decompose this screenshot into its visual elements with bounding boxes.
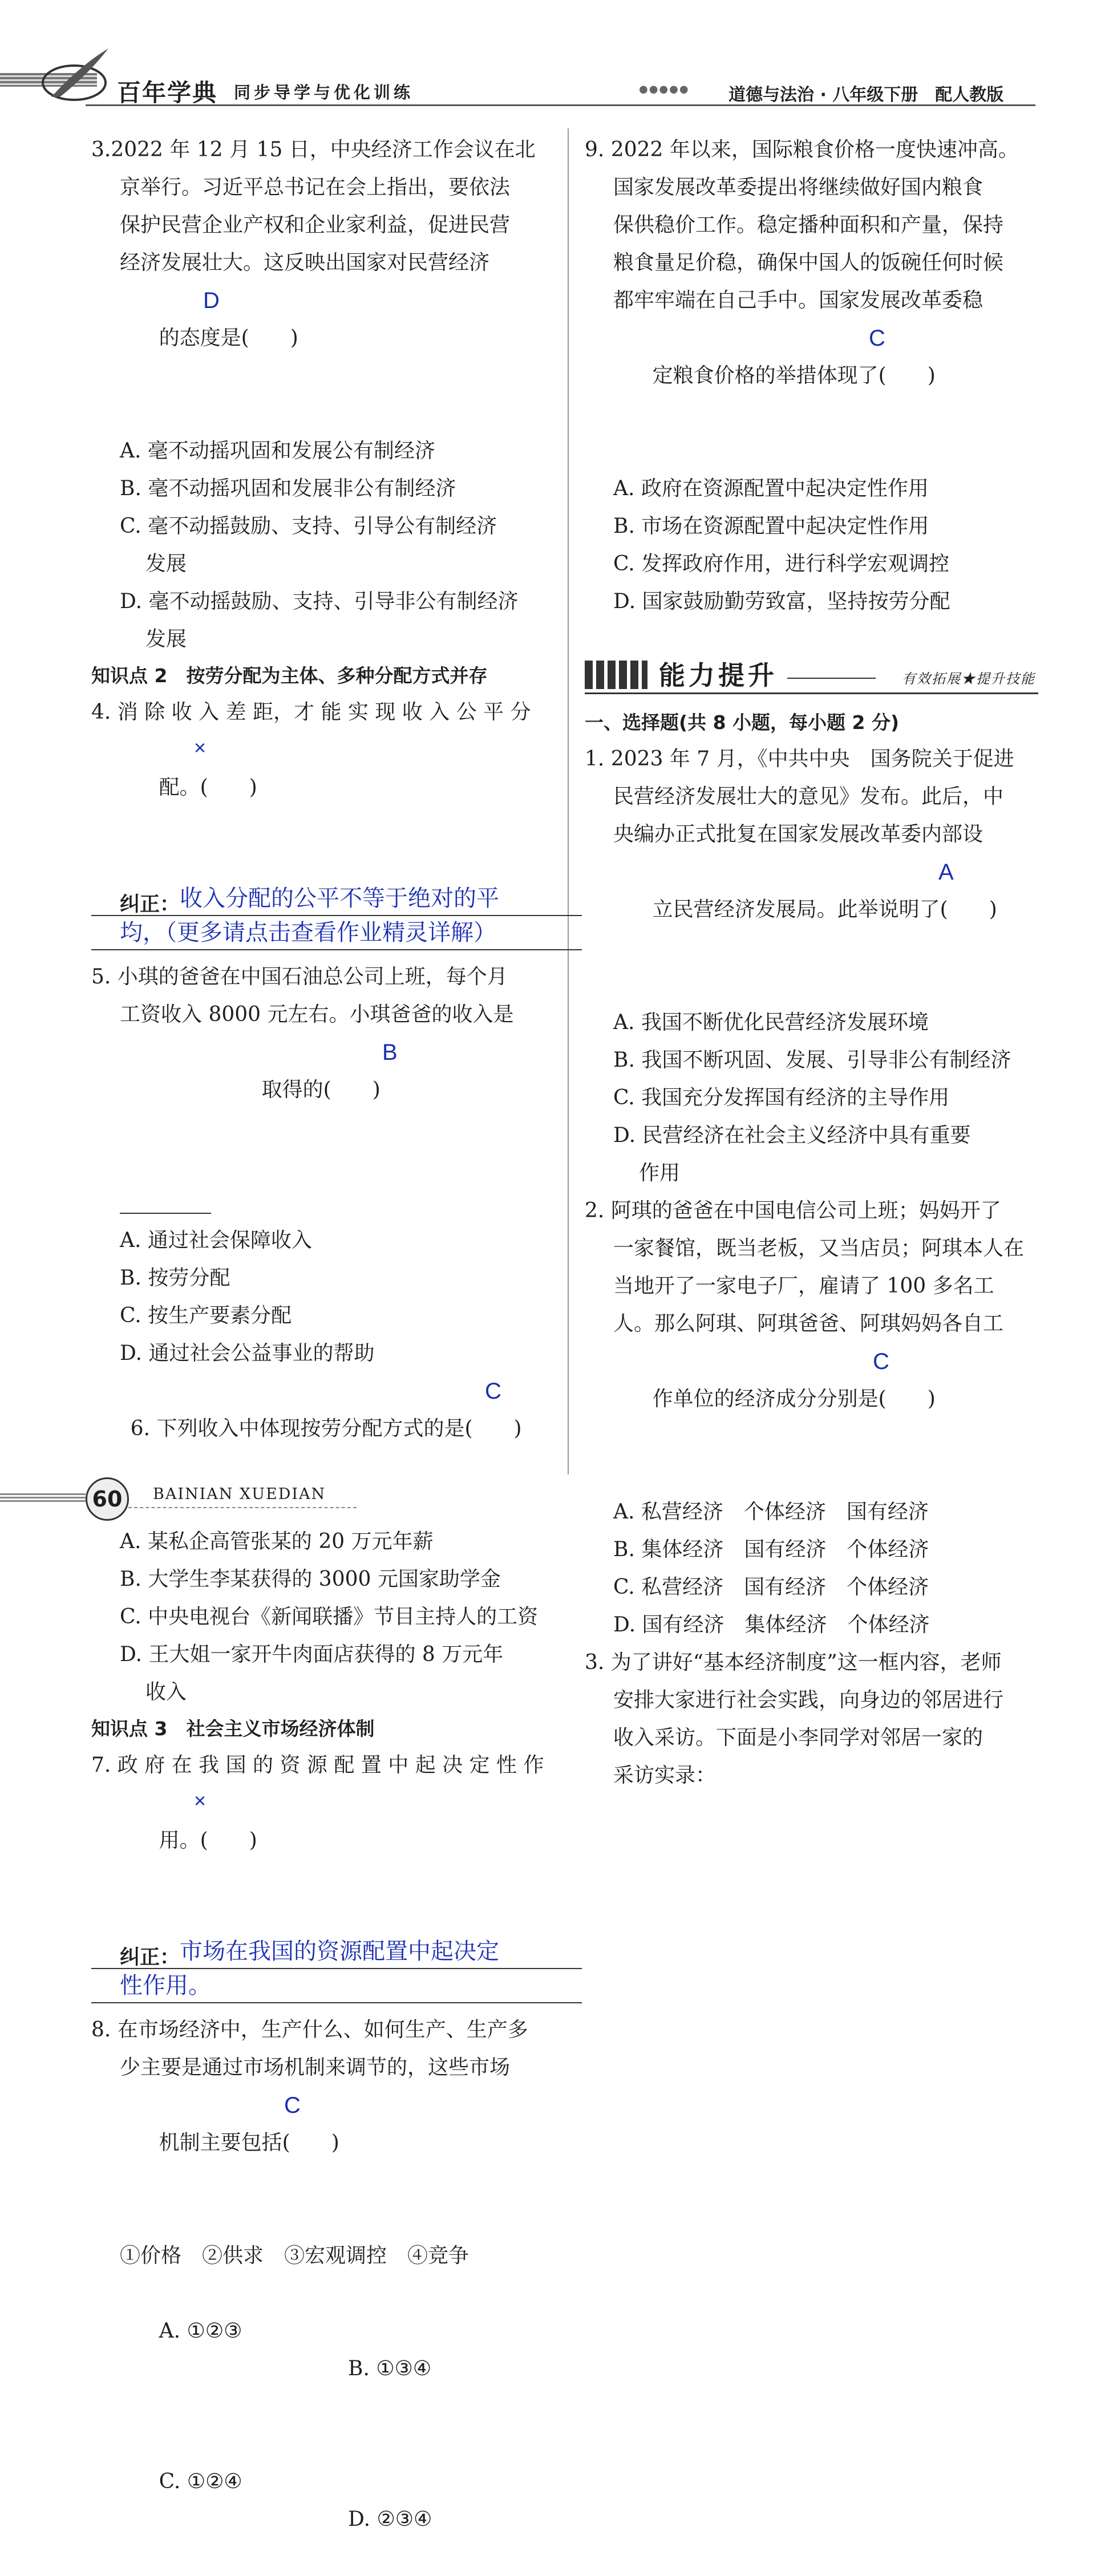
q9-line: 国家发展改革委提出将继续做好国内粮食 [613,176,983,199]
r1-line: 央编办正式批复在国家发展改革委内部设 [613,823,983,846]
subject-label: 道德与法治 · 八年级下册 配人教版 [728,85,1004,105]
q9-option-c: C. 发挥政府作用，进行科学宏观调控 [613,552,950,576]
part-heading: 一、选择题(共 8 小题，每小题 2 分) [585,711,900,734]
q7-mark: × [194,1789,207,1812]
exercise-2 [585,1192,1041,1644]
q6-option-d: D. 王大姐一家开牛肉面店获得的 8 万元年 [120,1643,504,1666]
q9-answer: C [869,326,885,351]
q3-line: 经济发展壮大。这反映出国家对民营经济 [120,251,490,274]
q5-option-d: D. 通过社会公益事业的帮助 [120,1342,375,1365]
r2-line: 人。那么阿琪、阿琪爸爸、阿琪妈妈各自工 [613,1312,1004,1335]
q9-line: 都牢牢端在自己手中。国家发展改革委稳 [613,289,983,312]
section-header [585,655,1041,700]
question-7 [91,1747,588,2003]
q4-mark: × [194,736,207,759]
r2-option-c: C. 私营经济 国有经济 个体经济 [613,1575,929,1599]
q9-stem-end: 定粮食价格的举措体现了( ) [652,364,936,387]
q9-line: 保供稳价工作。稳定播种面积和产量，保持 [613,213,1004,237]
question-5 [91,958,588,1372]
q3-line: 保护民营企业产权和企业家利益，促进民营 [120,213,511,237]
q3-option-c: C. 毫不动摇鼓励、支持、引导公有制经济 [120,515,497,538]
q6-option-c: C. 中央电视台《新闻联播》节目主持人的工资 [120,1605,539,1629]
r1-option-d: D. 民营经济在社会主义经济中具有重要 [613,1124,971,1147]
r3-line: 3. 为了讲好“基本经济制度”这一框内容，老师 [585,1651,1002,1674]
q8-option-a: A. ①②③ [159,2319,242,2343]
q7-correction-line1: 市场在我国的资源配置中起决定 [180,1938,499,1965]
q8-option-b: B. ①③④ [348,2357,432,2380]
question-3 [91,131,588,658]
footer-stripe [0,1493,86,1504]
section-dash [787,678,876,679]
q8-option-c: C. ①②④ [159,2470,242,2493]
r2-line: 一家餐馆，既当老板，又当店员；阿琪本人在 [613,1237,1025,1260]
q8-line: 8. 在市场经济中，生产什么、如何生产、生产多 [91,2018,528,2042]
q7-line: 用。( ) [159,1829,257,1852]
q6-option-b: B. 大学生李某获得的 3000 元国家助学金 [120,1568,501,1591]
r1-option-b: B. 我国不断巩固、发展、引导非公有制经济 [613,1048,1011,1072]
r2-option-b: B. 集体经济 国有经济 个体经济 [613,1538,929,1561]
quill-logo-icon [34,43,114,106]
q9-line: 9. 2022 年以来，国际粮食价格一度快速冲高。 [585,138,1019,161]
q3-option-a: A. 毫不动摇巩固和发展公有制经济 [120,439,435,463]
r1-option-a: A. 我国不断优化民营经济发展环境 [613,1011,929,1034]
section-rule [585,692,1038,694]
q9-option-a: A. 政府在资源配置中起决定性作用 [613,477,929,500]
q8-option-d: D. ②③④ [348,2508,432,2531]
r3-line: 安排大家进行社会实践，向身边的邻居进行 [613,1688,1004,1712]
q5-line: 工资收入 8000 元左右。小琪爸爸的收入是 [120,1003,514,1026]
q4-line: 4. 消 除 收 入 差 距，才 能 实 现 收 入 公 平 分 [91,700,531,724]
r1-stem-end: 立民营经济发展局。此举说明了( ) [652,898,997,921]
q4-correction-line1: 收入分配的公平不等于绝对的平 [180,885,499,912]
r1-option-c: C. 我国充分发挥国有经济的主导作用 [613,1086,950,1109]
q7-correction-line2: 性作用。 [120,1972,211,1999]
question-9 [585,131,1041,621]
q5-option-b: B. 按劳分配 [120,1266,230,1290]
r1-line: 1. 2023 年 7 月，《中共中央 国务院关于促进 [585,747,1014,771]
r2-option-a: A. 私营经济 个体经济 国有经济 [613,1500,929,1524]
q4-correction-label: 纠正： [120,893,180,916]
r1-option-d-cont: 作用 [639,1161,681,1185]
q5-line: 5. 小琪的爸爸在中国石油总公司上班，每个月 [91,965,508,989]
q5-stem-end: 取得的( ) [159,1078,381,1101]
exercise-3 [585,1644,1041,1795]
q6-answer: C [485,1379,501,1404]
q8-items: ①价格 ②供求 ③宏观调控 ④竞争 [120,2244,469,2267]
right-column [585,131,1041,1795]
r1-answer: A [938,860,954,885]
q5-option-a: A. 通过社会保障收入 [120,1229,312,1252]
q3-option-b: B. 毫不动摇巩固和发展非公有制经济 [120,477,456,500]
brand-subtitle: 同步导学与优化训练 [234,83,414,102]
exercise-1 [585,740,1041,1192]
r2-line: 当地开了一家电子厂，雇请了 100 多名工 [613,1274,994,1298]
r2-stem-end: 作单位的经济成分分别是( ) [652,1387,936,1411]
section-title: 能力提升 [659,660,778,691]
q3-option-d-cont: 发展 [145,627,187,651]
q3-line: 3.2022 年 12 月 15 日，中央经济工作会议在北 [91,138,536,161]
q8-answer: C [284,2093,301,2118]
r1-line: 民营经济发展壮大的意见》发布。此后，中 [613,785,1004,808]
q3-stem-end: 的态度是( ) [159,326,298,350]
q5-option-c: C. 按生产要素分配 [120,1304,292,1327]
q6-option-a: A. 某私企高管张某的 20 万元年薪 [120,1530,434,1553]
brand-title: 百年学典 [117,79,218,107]
knowledge-point-3: 知识点 3 社会主义市场经济体制 [91,1718,375,1740]
q5-blank [120,1213,211,1214]
q3-option-d: D. 毫不动摇鼓励、支持、引导非公有制经济 [120,590,519,613]
question-8 [91,2011,588,2576]
q3-option-c-cont: 发展 [145,552,187,576]
q5-answer: B [382,1040,398,1065]
q3-answer: D [203,288,220,313]
q7-line: 7. 政 府 在 我 国 的 资 源 配 置 中 起 决 定 性 作 [91,1753,544,1777]
q6-option-d-cont: 收入 [145,1680,187,1704]
page-number: 60 [86,1477,129,1521]
question-4 [91,694,588,950]
q4-line: 配。( ) [159,776,257,799]
knowledge-point-2: 知识点 2 按劳分配为主体、多种分配方式并存 [91,665,488,687]
footer-rule [128,1507,357,1509]
r3-line: 收入采访。下面是小李同学对邻居一家的 [613,1726,983,1749]
q7-correction-label: 纠正： [120,1946,180,1969]
q9-option-d: D. 国家鼓励勤劳致富，坚持按劳分配 [613,590,950,613]
left-column [91,131,588,2576]
footer-brand: BAINIAN XUEDIAN [153,1485,326,1503]
q6-stem: 6. 下列收入中体现按劳分配方式的是( ) [130,1417,522,1440]
q8-stem-end: 机制主要包括( ) [159,2131,339,2154]
r3-line: 采访实录： [613,1764,717,1787]
r2-line: 2. 阿琪的爸爸在中国电信公司上班；妈妈开了 [585,1199,1001,1222]
question-6 [91,1372,588,1711]
header-dots: ●●●●● [639,83,690,95]
q3-line: 京举行。习近平总书记在会上指出，要依法 [120,176,511,199]
r2-option-d: D. 国有经济 集体经济 个体经济 [613,1613,930,1637]
q4-correction-line2: 均，（更多请点击查看作业精灵详解） [120,920,496,946]
section-tagline: 有效拓展★提升技能 [902,671,1035,687]
q9-option-b: B. 市场在资源配置中起决定性作用 [613,515,929,538]
r2-answer: C [873,1349,889,1374]
q9-line: 粮食量足价稳，确保中国人的饭碗任何时候 [613,251,1004,274]
q8-line: 少主要是通过市场机制来调节的，这些市场 [120,2056,511,2079]
section-bars-icon [585,661,647,689]
